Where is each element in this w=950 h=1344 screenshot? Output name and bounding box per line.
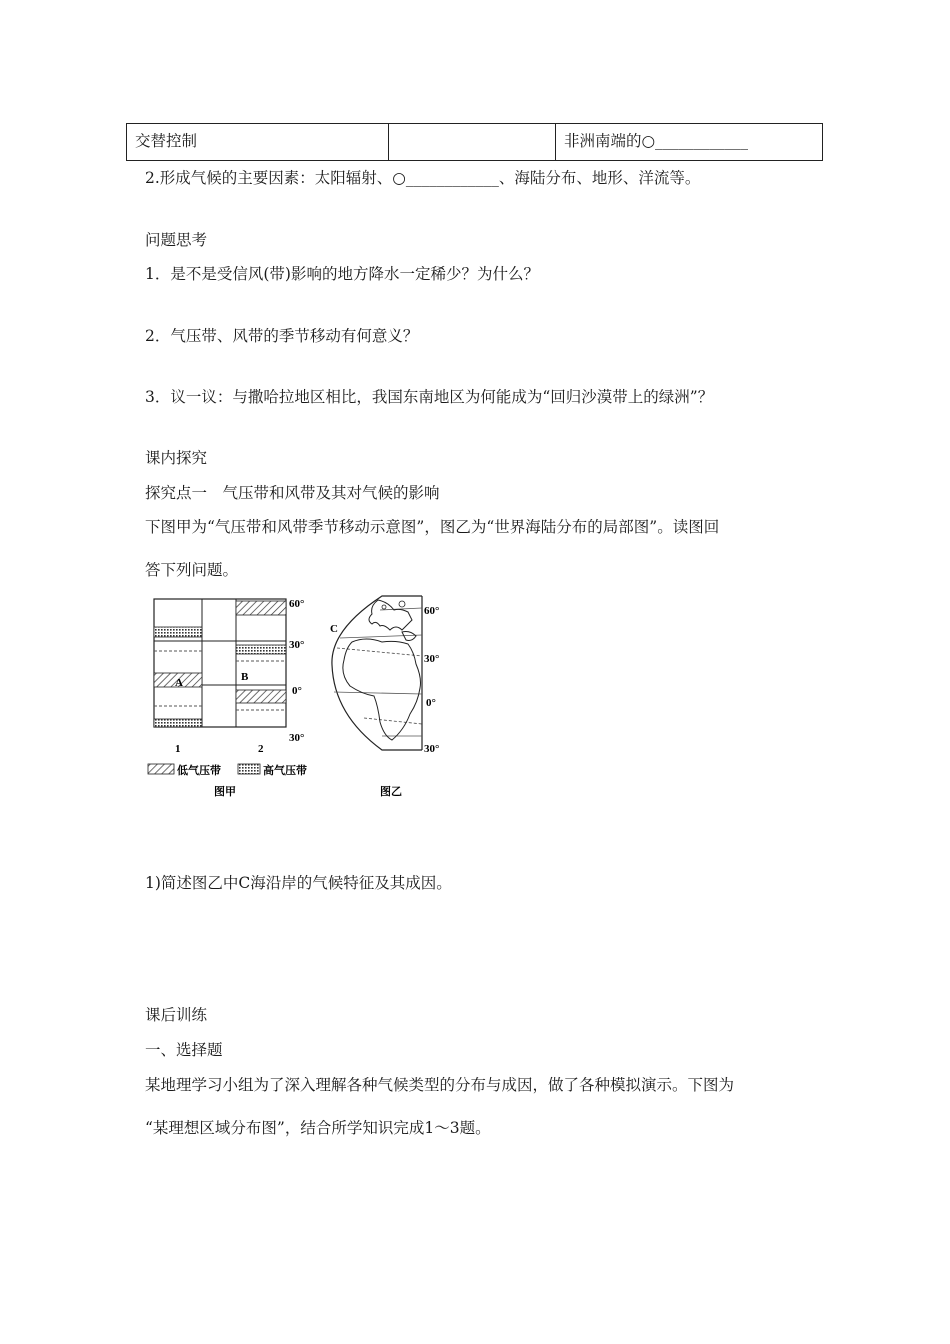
table-cell [389,124,556,161]
inquiry-intro-line1: 下图甲为“气压带和风带季节移动示意图”，图乙为“世界海陆分布的局部图”。读图回 [145,518,720,536]
climate-factors-text: 2.形成气候的主要因素：太阳辐射、○____________、海陆分布、地形、洋流等。 [145,169,701,187]
lat-label-30n: 30° [424,653,440,665]
question-3: 3．议一议：与撒哈拉地区相比，我国东南地区为何能成为“回归沙漠带上的绿洲”？ [145,388,714,406]
europe-outline [369,600,412,630]
figure-jia [140,590,340,805]
legend-low-swatch [148,764,174,774]
legend-low-label: 低气压带 [177,765,221,777]
section-heading-inquiry: 课内探究 [145,449,208,467]
question-2: 2．气压带、风带的季节移动有何意义？ [145,327,419,345]
frame [154,599,286,727]
inquiry-intro-line2: 答下列问题。 [145,561,239,579]
high-pressure-band [154,627,202,637]
low-pressure-band [236,601,286,615]
lat-label-60: 60° [424,605,440,617]
table-cell: 非洲南端的○____________ [556,124,823,161]
mark-c: C [330,623,338,635]
table-row [127,124,823,161]
summary-table [126,123,823,161]
caption-jia: 图甲 [214,786,236,798]
legend-high-label: 高气压带 [263,765,307,777]
caption-yi: 图乙 [380,786,402,798]
high-pressure-band [154,719,202,727]
high-pressure-band [236,645,286,654]
col-label-1: 1 [175,743,181,755]
lat-label-0: 0° [426,697,436,709]
figure-yi [322,590,457,805]
paragraph-line1: 某地理学习小组为了深入理解各种气候类型的分布与成因，做了各种模拟演示。下图为 [145,1076,735,1094]
lat-label-30s: 30° [424,743,440,755]
low-pressure-band [236,690,286,703]
mark-b: B [241,671,249,683]
lat-label-0: 0° [292,685,302,697]
lat-label-30s: 30° [289,732,305,744]
question-1: 1．是不是受信风(带)影响的地方降水一定稀少？为什么？ [145,265,539,283]
section-heading-thinking: 问题思考 [145,231,208,249]
col-label-2: 2 [258,743,264,755]
paragraph-line2: “某理想区域分布图”，结合所学知识完成1～3题。 [145,1119,491,1137]
table-cell: 交替控制 [127,124,389,161]
globe-outline [332,596,422,750]
question-c-sea: 1)简述图乙中C海沿岸的气候特征及其成因。 [145,874,452,892]
inquiry-point-title: 探究点一 气压带和风带及其对气候的影响 [145,484,440,502]
lat-label-60: 60° [289,598,305,610]
lat-label-30n: 30° [289,639,305,651]
mark-a: A [175,677,183,689]
section-choice: 一、选择题 [145,1041,223,1059]
section-heading-after: 课后训练 [145,1006,208,1024]
legend-high-swatch [238,764,260,774]
